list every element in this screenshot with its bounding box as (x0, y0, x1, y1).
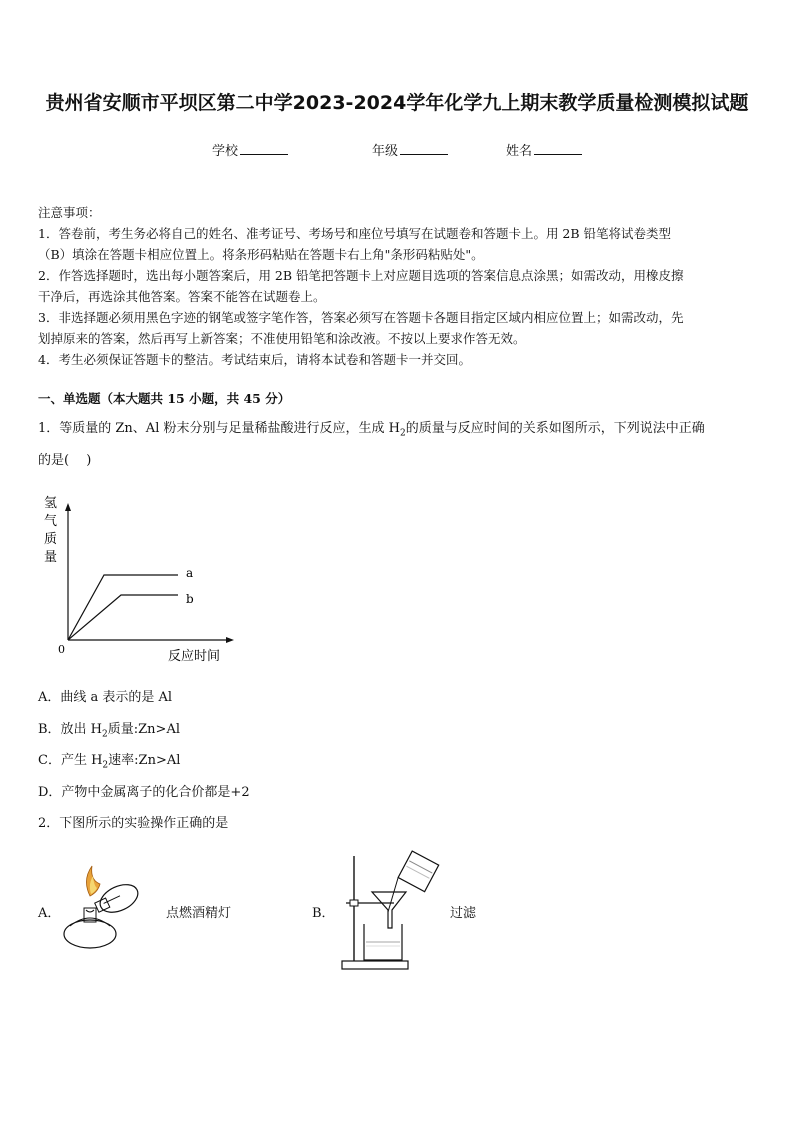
q2-option-a-letter[interactable]: A． (38, 906, 61, 921)
school-label: 学校 (212, 144, 239, 159)
q2-option-b-letter[interactable]: B． (312, 906, 335, 921)
filtration-illustration (336, 848, 446, 973)
curve-a-line (68, 575, 178, 640)
graph-ylabel-1: 氢 (44, 496, 58, 511)
notice-line-1: 1．答卷前，考生务必将自己的姓名、准考证号、考场号和座位号填写在试题卷和答题卡上。用 2B 铅笔将试卷类型 (38, 226, 672, 241)
q1-option-b-sub: 2 (102, 729, 108, 740)
graph-origin: 0 (58, 643, 65, 656)
q1-option-c[interactable] (38, 749, 180, 771)
alcohol-lamp-illustration (60, 862, 150, 957)
q1-option-b-post: 质量:Zn>Al (107, 722, 180, 737)
graph-xlabel: 反应时间 (168, 649, 221, 664)
curve-b-line (68, 595, 178, 640)
name-field (506, 140, 582, 159)
graph-y-arrow (65, 503, 71, 511)
curve-a-label: a (186, 566, 194, 580)
q1-stem (38, 417, 705, 439)
q1-option-a[interactable]: A．曲线 a 表示的是 Al (38, 690, 173, 705)
q2-stem: 2．下图所示的实验操作正确的是 (38, 816, 229, 831)
notice-line-4: 干净后，再选涂其他答案。答案不能答在试题卷上。 (38, 289, 326, 304)
q1-option-c-sub: 2 (102, 760, 109, 771)
grade-field (372, 140, 448, 159)
q2-option-a-caption: 点燃酒精灯 (166, 906, 232, 921)
graph-x-arrow (226, 637, 234, 643)
notice-line-5: 3．非选择题必须用黑色字迹的钢笔或签字笔作答，答案必须写在答题卡各题目指定区域内相应位置上；如需改动，先 (38, 310, 684, 325)
graph-ylabel-4: 量 (44, 550, 58, 565)
q1-option-c-post: 速率:Zn>Al (108, 753, 181, 768)
q1-option-d[interactable]: D．产物中金属离子的化合价都是+2 (38, 785, 250, 800)
q1-graph (38, 485, 248, 665)
notice-line-6: 划掉原来的答案，然后再写上新答案；不准使用铅笔和涂改液。不按以上要求作答无效。 (38, 331, 526, 346)
q2-option-b-caption: 过滤 (450, 906, 477, 921)
curve-b-label: b (186, 592, 194, 606)
notice-line-3: 2．作答选择题时，选出每小题答案后，用 2B 铅笔把答题卡上对应题目选项的答案信息点涂黑；如需改动，用橡皮擦 (38, 268, 684, 283)
q1-stem-end: 的是( ) (38, 453, 92, 468)
q1-stem-part2: 的质量与反应时间的关系如图所示，下列说法中正确 (405, 421, 705, 436)
q1-stem-part1: 1．等质量的 Zn、Al 粉末分别与足量稀盐酸进行反应，生成 H (38, 421, 400, 436)
notice-line-2: （B）填涂在答题卡相应位置上。将条形码粘贴在答题卡右上角"条形码粘贴处"。 (38, 247, 484, 262)
school-blank[interactable] (240, 142, 288, 155)
notice-heading: 注意事项： (38, 205, 101, 220)
name-label: 姓名 (506, 144, 533, 159)
q1-option-b[interactable] (38, 718, 180, 740)
graph-ylabel-2: 气 (44, 514, 58, 529)
grade-label: 年级 (372, 144, 399, 159)
name-blank[interactable] (534, 142, 582, 155)
q1-option-c-pre: C．产生 H (38, 753, 103, 768)
grade-blank[interactable] (400, 142, 448, 155)
section-heading: 一、单选题（本大题共 15 小题，共 45 分） (38, 391, 291, 406)
notice-line-7: 4．考生必须保证答题卡的整洁。考试结束后，请将本试卷和答题卡一并交回。 (38, 352, 471, 367)
exam-title: 贵州省安顺市平坝区第二中学2023-2024学年化学九上期末教学质量检测模拟试题 (45, 92, 749, 114)
school-field (212, 140, 288, 159)
q1-option-b-pre: B．放出 H (38, 722, 103, 737)
q1-stem-sub: 2 (399, 428, 406, 439)
graph-ylabel-3: 质 (44, 532, 58, 547)
